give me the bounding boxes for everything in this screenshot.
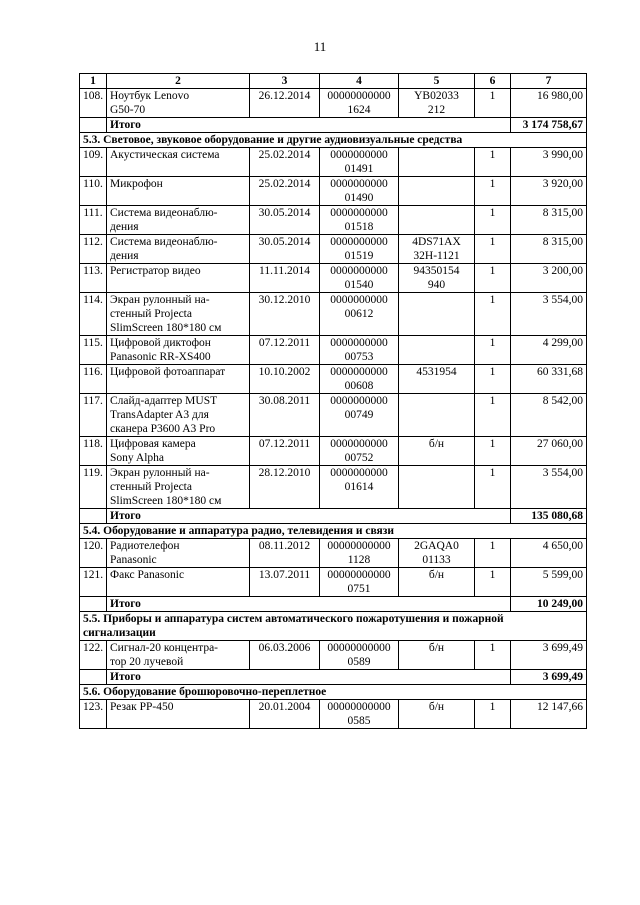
total-empty-cell [80, 509, 107, 524]
quantity-cell: 1 [475, 148, 511, 177]
inventory-number-cell: 0000000000 01490 [320, 177, 399, 206]
column-header: 6 [475, 74, 511, 89]
item-name-cell: Акустическая система [107, 148, 250, 177]
serial-number-cell: 2GAQA0 01133 [399, 539, 475, 568]
column-header: 1 [80, 74, 107, 89]
item-date-cell: 07.12.2011 [250, 437, 320, 466]
section-heading-row [80, 685, 587, 700]
item-name-cell: Экран рулонный на- стенный Projecta SlimScreen 180*180 см [107, 293, 250, 336]
table-row [80, 235, 587, 264]
quantity-cell: 1 [475, 437, 511, 466]
cost-cell: 3 200,00 [511, 264, 587, 293]
item-name-cell: Резак PP-450 [107, 700, 250, 729]
item-date-cell: 08.11.2012 [250, 539, 320, 568]
item-name-cell: Ноутбук Lenovo G50-70 [107, 89, 250, 118]
item-name-cell: Цифровой фотоаппарат [107, 365, 250, 394]
quantity-cell: 1 [475, 568, 511, 597]
item-name-cell: Сигнал-20 концентра- тор 20 лучевой [107, 641, 250, 670]
item-name-cell: Регистратор видео [107, 264, 250, 293]
item-name-cell: Экран рулонный на- стенный Projecta SlimScreen 180*180 см [107, 466, 250, 509]
inventory-number-cell: 00000000000 1128 [320, 539, 399, 568]
item-number-cell: 114. [80, 293, 107, 336]
item-number-cell: 122. [80, 641, 107, 670]
table-row [80, 293, 587, 336]
total-empty-cell [80, 597, 107, 612]
inventory-number-cell: 0000000000 01518 [320, 206, 399, 235]
total-empty-cell [80, 670, 107, 685]
item-date-cell: 07.12.2011 [250, 336, 320, 365]
table-row [80, 437, 587, 466]
item-date-cell: 25.02.2014 [250, 177, 320, 206]
item-number-cell: 121. [80, 568, 107, 597]
item-date-cell: 11.11.2014 [250, 264, 320, 293]
inventory-number-cell: 00000000000 0585 [320, 700, 399, 729]
item-name-cell: Микрофон [107, 177, 250, 206]
item-date-cell: 13.07.2011 [250, 568, 320, 597]
quantity-cell: 1 [475, 177, 511, 206]
item-name-cell: Цифровая камера Sony Alpha [107, 437, 250, 466]
column-header: 4 [320, 74, 399, 89]
total-row [80, 597, 587, 612]
item-number-cell: 119. [80, 466, 107, 509]
item-date-cell: 30.12.2010 [250, 293, 320, 336]
item-name-cell: Слайд-адаптер MUST TransAdapter A3 для сканера P3600 A3 Pro [107, 394, 250, 437]
quantity-cell: 1 [475, 539, 511, 568]
quantity-cell: 1 [475, 641, 511, 670]
quantity-cell: 1 [475, 293, 511, 336]
inventory-number-cell: 00000000000 1624 [320, 89, 399, 118]
cost-cell: 5 599,00 [511, 568, 587, 597]
inventory-number-cell: 0000000000 01540 [320, 264, 399, 293]
section-heading-row [80, 133, 587, 148]
quantity-cell: 1 [475, 365, 511, 394]
inventory-number-cell: 00000000000 0751 [320, 568, 399, 597]
cost-cell: 3 699,49 [511, 641, 587, 670]
table-row [80, 700, 587, 729]
total-label: Итого [107, 670, 511, 685]
total-value: 3 174 758,67 [511, 118, 587, 133]
item-name-cell: Цифровой диктофон Panasonic RR-XS400 [107, 336, 250, 365]
quantity-cell: 1 [475, 89, 511, 118]
quantity-cell: 1 [475, 336, 511, 365]
total-label: Итого [107, 597, 511, 612]
total-empty-cell [80, 118, 107, 133]
total-label: Итого [107, 509, 511, 524]
table-row [80, 177, 587, 206]
table-row [80, 264, 587, 293]
item-date-cell: 30.05.2014 [250, 206, 320, 235]
table-row [80, 466, 587, 509]
inventory-number-cell: 0000000000 01614 [320, 466, 399, 509]
cost-cell: 3 554,00 [511, 466, 587, 509]
total-value: 10 249,00 [511, 597, 587, 612]
item-date-cell: 30.05.2014 [250, 235, 320, 264]
cost-cell: 3 920,00 [511, 177, 587, 206]
serial-number-cell: 4531954 [399, 365, 475, 394]
total-row [80, 118, 587, 133]
item-number-cell: 110. [80, 177, 107, 206]
section-title: 5.4. Оборудование и аппаратура радио, телевидения и связи [80, 524, 587, 539]
quantity-cell: 1 [475, 700, 511, 729]
inventory-number-cell: 0000000000 00749 [320, 394, 399, 437]
item-date-cell: 30.08.2011 [250, 394, 320, 437]
section-title: 5.3. Световое, звуковое оборудование и другие аудиовизуальные средства [80, 133, 587, 148]
quantity-cell: 1 [475, 394, 511, 437]
inventory-number-cell: 0000000000 00753 [320, 336, 399, 365]
item-date-cell: 10.10.2002 [250, 365, 320, 394]
item-date-cell: 28.12.2010 [250, 466, 320, 509]
quantity-cell: 1 [475, 466, 511, 509]
section-heading-row [80, 524, 587, 539]
column-header: 7 [511, 74, 587, 89]
serial-number-cell: YB02033 212 [399, 89, 475, 118]
quantity-cell: 1 [475, 235, 511, 264]
table-row [80, 641, 587, 670]
item-number-cell: 113. [80, 264, 107, 293]
item-number-cell: 111. [80, 206, 107, 235]
cost-cell: 3 990,00 [511, 148, 587, 177]
total-row [80, 670, 587, 685]
item-number-cell: 120. [80, 539, 107, 568]
section-heading-row [80, 612, 587, 641]
section-title: 5.6. Оборудование брошюровочно-переплетное [80, 685, 587, 700]
serial-number-cell [399, 336, 475, 365]
serial-number-cell [399, 177, 475, 206]
cost-cell: 27 060,00 [511, 437, 587, 466]
inventory-number-cell: 0000000000 00612 [320, 293, 399, 336]
serial-number-cell: 94350154 940 [399, 264, 475, 293]
total-row [80, 509, 587, 524]
inventory-number-cell: 0000000000 01491 [320, 148, 399, 177]
table-row [80, 394, 587, 437]
table-row [80, 539, 587, 568]
serial-number-cell [399, 293, 475, 336]
cost-cell: 60 331,68 [511, 365, 587, 394]
serial-number-cell: б/н [399, 700, 475, 729]
table-row [80, 365, 587, 394]
inventory-number-cell: 0000000000 01519 [320, 235, 399, 264]
serial-number-cell: б/н [399, 641, 475, 670]
item-number-cell: 116. [80, 365, 107, 394]
column-header: 3 [250, 74, 320, 89]
serial-number-cell [399, 206, 475, 235]
item-name-cell: Система видеонаблю- дения [107, 206, 250, 235]
item-number-cell: 118. [80, 437, 107, 466]
column-header: 2 [107, 74, 250, 89]
serial-number-cell [399, 148, 475, 177]
cost-cell: 12 147,66 [511, 700, 587, 729]
item-name-cell: Радиотелефон Panasonic [107, 539, 250, 568]
serial-number-cell: 4DS71AX 32H-1121 [399, 235, 475, 264]
section-title: 5.5. Приборы и аппаратура систем автоматического пожаротушения и пожарной сигнализации [80, 612, 587, 641]
serial-number-cell: б/н [399, 568, 475, 597]
page-number: 11 [313, 39, 327, 54]
item-number-cell: 115. [80, 336, 107, 365]
item-number-cell: 108. [80, 89, 107, 118]
inventory-table [79, 73, 587, 729]
cost-cell: 8 315,00 [511, 206, 587, 235]
item-number-cell: 117. [80, 394, 107, 437]
table-row [80, 89, 587, 118]
serial-number-cell [399, 466, 475, 509]
table-row [80, 148, 587, 177]
column-header-row [80, 74, 587, 89]
table-row [80, 336, 587, 365]
item-number-cell: 109. [80, 148, 107, 177]
serial-number-cell [399, 394, 475, 437]
item-number-cell: 123. [80, 700, 107, 729]
cost-cell: 3 554,00 [511, 293, 587, 336]
item-date-cell: 25.02.2014 [250, 148, 320, 177]
total-value: 3 699,49 [511, 670, 587, 685]
item-date-cell: 06.03.2006 [250, 641, 320, 670]
item-date-cell: 20.01.2004 [250, 700, 320, 729]
cost-cell: 16 980,00 [511, 89, 587, 118]
inventory-number-cell: 00000000000 0589 [320, 641, 399, 670]
cost-cell: 4 299,00 [511, 336, 587, 365]
table-row [80, 568, 587, 597]
cost-cell: 8 542,00 [511, 394, 587, 437]
table-row [80, 206, 587, 235]
inventory-number-cell: 0000000000 00752 [320, 437, 399, 466]
item-name-cell: Факс Panasonic [107, 568, 250, 597]
quantity-cell: 1 [475, 264, 511, 293]
cost-cell: 4 650,00 [511, 539, 587, 568]
cost-cell: 8 315,00 [511, 235, 587, 264]
serial-number-cell: б/н [399, 437, 475, 466]
quantity-cell: 1 [475, 206, 511, 235]
column-header: 5 [399, 74, 475, 89]
total-value: 135 080,68 [511, 509, 587, 524]
item-date-cell: 26.12.2014 [250, 89, 320, 118]
item-name-cell: Система видеонаблю- дения [107, 235, 250, 264]
total-label: Итого [107, 118, 511, 133]
item-number-cell: 112. [80, 235, 107, 264]
inventory-number-cell: 0000000000 00608 [320, 365, 399, 394]
